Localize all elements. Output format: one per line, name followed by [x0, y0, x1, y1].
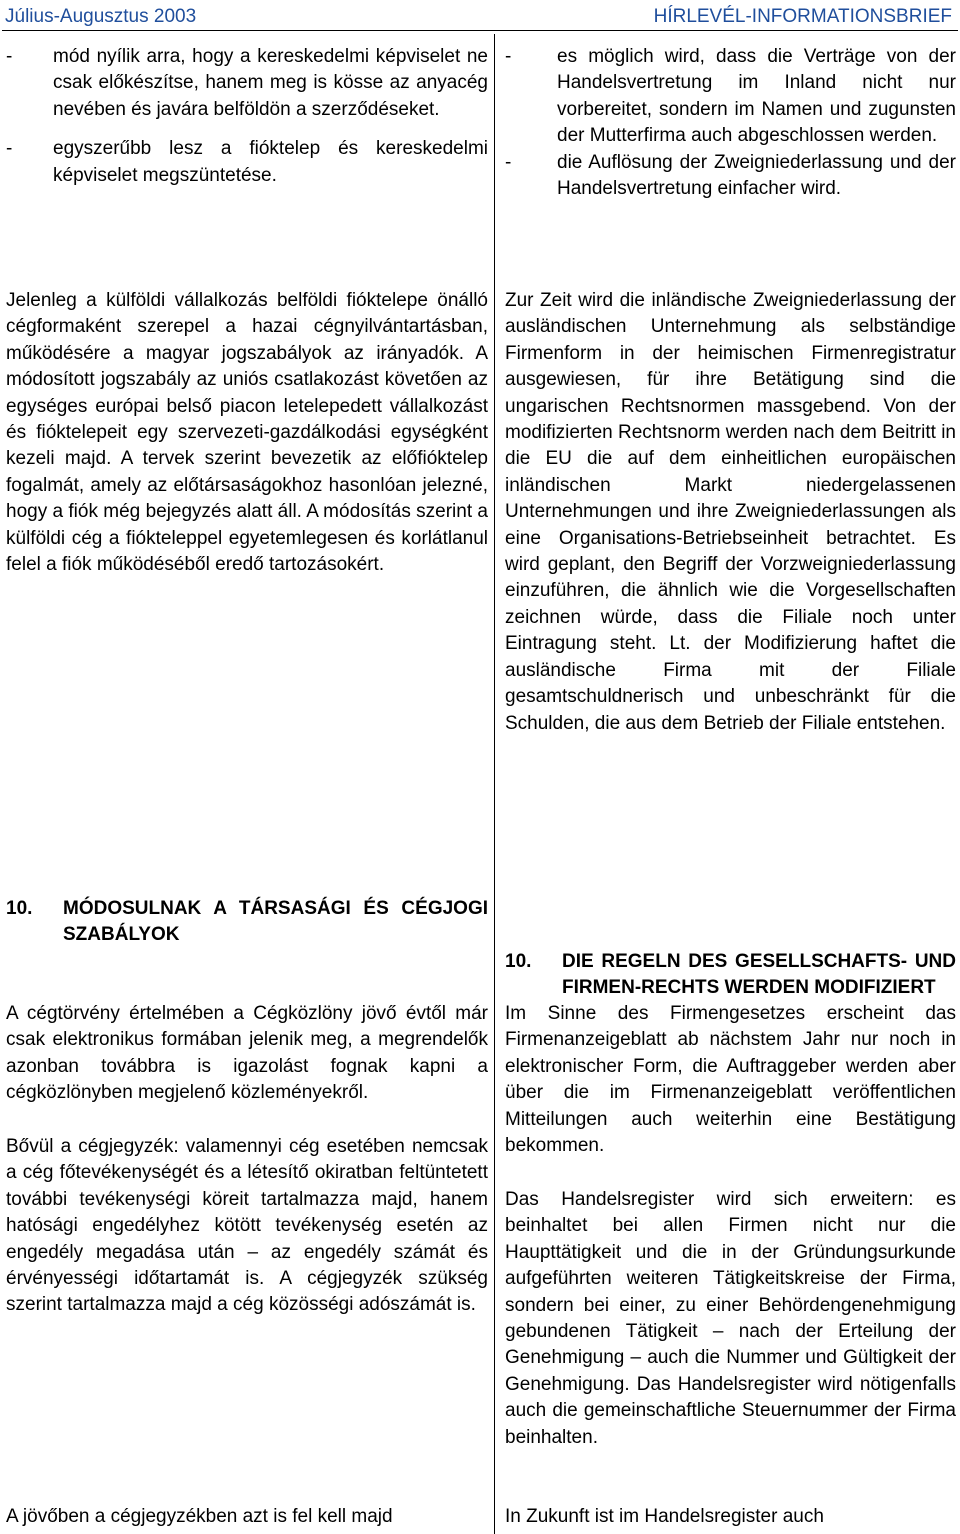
left-heading-text: MÓDOSULNAK A TÁRSASÁGI ÉS CÉGJOGI SZABÁLYOK	[63, 898, 488, 946]
left-paragraph-2: A cégtörvény értelmében a Cégközlöny jövő évtől már csak elektronikus formában jelenik meg, a megrendelők azonban továbbra is igazolást fognak kapni a cégközlönyben megjelenő közleményekről.	[6, 1003, 488, 1104]
left-heading-number: 10.	[6, 898, 33, 919]
left-section-heading	[6, 896, 488, 949]
right-paragraph-1: Zur Zeit wird die inländische Zweigniederlassung der ausländischen Unternehmung als selbständige Firmenform in der heimischen Firmenregistratur ausgewiesen, für ihre Betätigung sind die ungarischen Rechtsnormen massgebend. Von der modifizierten Rechtsnorm werden nach dem Beitritt in die EU die auf dem einheitlichen europäischen inländischen Markt niedergelassenen Unternehmungen und ihre Zweigniederlassungen als eine Organisations-Betriebseinheit betrachtet. Es wird geplant, den Begriff der Vorzweigniederlassung einzuführen, die ähnlich wie die Vorgesellschaften zeichnen würde, dass die Filiale noch unter Eintragung steht. Lt. der Modifizierung haftet die ausländische Firma mit der Filiale gesamtschuldnerisch und unbeschränkt für die Schulden, die aus dem Betrieb der Filiale entstehen.	[505, 290, 956, 734]
left-paragraph-1: Jelenleg a külföldi vállalkozás belföldi fióktelepe önálló cégformaként szerepel a hazai cégnyilvántartásban, működésére a magyar jogszabályok az irányadók. A módosított jogszabály az uniós csatlakozást követően az egységes európai belső piacon letelepedett vállalkozást és fióktelepeit egy szervezeti-gazdálkodási egységként kezeli majd. A tervek szerint bevezetik az előfióktelep fogalmát, amely az előtársaságokhoz hasonlóan jelezné, hogy a fiók még bejegyzés alatt áll. A módosítás szerint a külföldi cég a fiókteleppel egyetemlegesen és korlátlanul felel a fiók működéséből eredő tartozásokért.	[6, 290, 488, 576]
right-bullet-2: - die Auflösung der Zweigniederlassung und der Handelsvertretung einfacher wird.	[505, 151, 956, 200]
left-paragraph-3: Bővül a cégjegyzék: valamennyi cég esetében nemcsak a cég főtevékenységét és a létesítő okiratban feltüntetett további tevékenységi köreit tartalmazza majd, hanem hatósági engedélyhez kötött tevékenység esetén az engedély megadása után – az engedély számát és érvényességi időtartamát is. A cégjegyzék szükség szerint tartalmazza majd a cég közösségi adószámát is.	[6, 1136, 488, 1316]
right-heading-text: DIE REGELN DES GESELLSCHAFTS- UND FIRMEN-RECHTS WERDEN MODIFIZIERT	[562, 950, 956, 999]
header-date: Július-Augusztus 2003	[5, 6, 197, 27]
right-paragraph-3: Das Handelsregister wird sich erweitern: es beinhaltet bei allen Firmen nicht nur die Haupttätigkeit und die in der Gründungsurkunde aufgeführten weiteren Tätigkeitskreise der Firma, sondern bei einer, zu einer Behördengenehmigung gebundenen Tätigkeit – nach der Erteilung der Genehmigung – auch die Nummer und Gültigkeit der Genehmigung. Das Handelsregister wird nötigenfalls auch die gemeinschaftliche Steuernummer der Firma beinhalten.	[505, 1189, 956, 1448]
left-bullet-1: - mód nyílik arra, hogy a kereskedelmi képviselet ne csak előkészítse, hanem meg is kösse az anyacég nevében és javára belföldön a szerződéseket.	[6, 46, 488, 120]
left-bullet-1-text: mód nyílik arra, hogy a kereskedelmi képviselet ne csak előkészítse, hanem meg is kösse az anyacég nevében és javára belföldön a szerződéseket.	[53, 46, 488, 120]
right-bullet-1-text: es möglich wird, dass die Verträge von der Handelsvertretung im Inland nicht nur vorbereitet, sondern im Namen und zugunsten der Mutterfirma auch abgeschlossen werden.	[557, 46, 956, 147]
right-section-heading	[505, 949, 956, 1002]
right-bullet-list	[505, 44, 956, 202]
right-heading-number: 10.	[505, 950, 532, 972]
left-paragraph-4: A jövőben a cégjegyzékben azt is fel kell majd	[6, 1506, 393, 1527]
right-paragraph-4: In Zukunft ist im Handelsregister auch	[505, 1506, 824, 1527]
right-bullet-2-text: die Auflösung der Zweigniederlassung und der Handelsvertretung einfacher wird.	[557, 151, 956, 200]
left-bullet-2-text: egyszerűbb lesz a fióktelep és kereskedelmi képviselet megszüntetése.	[53, 138, 488, 186]
page-header	[0, 0, 960, 32]
column-divider	[494, 34, 495, 1534]
right-bullet-1: - es möglich wird, dass die Verträge von der Handelsvertretung im Inland nicht nur vorbereitet, sondern im Namen und zugunsten der Mutterfirma auch abgeschlossen werden.	[505, 46, 956, 147]
left-bullet-list	[6, 44, 488, 189]
header-newsletter-title: HÍRLEVÉL-INFORMATIONSBRIEF	[653, 6, 952, 27]
right-paragraph-2: Im Sinne des Firmengesetzes erscheint das Firmenanzeigeblatt ab nächstem Jahr nur noch in elektronischer Form, die Auftraggeber werden aber über die im Firmenanzeigeblatt veröffentlichen Mitteilungen auch weiterhin eine Bestätigung bekommen.	[505, 1003, 956, 1157]
left-bullet-2: - egyszerűbb lesz a fióktelep és kereskedelmi képviselet megszüntetése.	[6, 138, 488, 186]
header-rule	[2, 30, 958, 31]
